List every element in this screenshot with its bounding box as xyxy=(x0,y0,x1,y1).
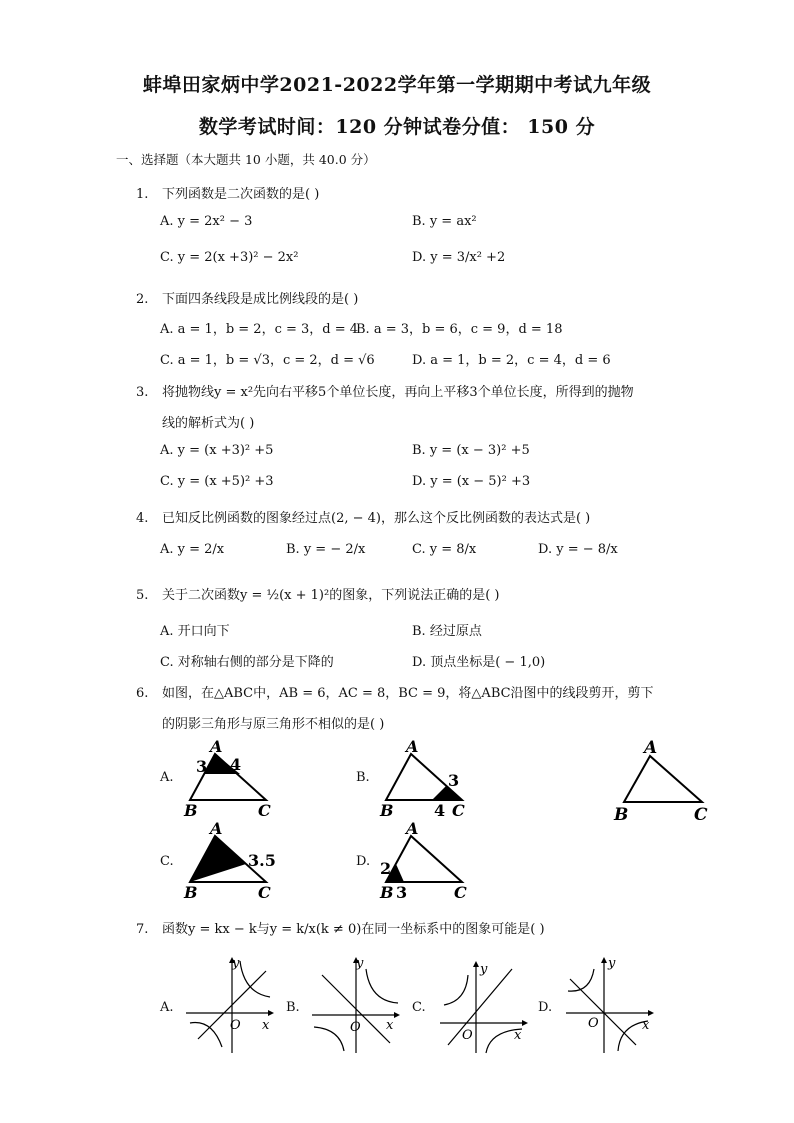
base-label-4: 4 xyxy=(434,801,446,820)
q6-reference-triangle xyxy=(610,736,720,828)
q2-option-b[interactable]: B. a = 3，b = 6，c = 9，d = 18 xyxy=(356,322,563,337)
q3-option-d[interactable]: D. y = (x − 5)² +3 xyxy=(412,474,531,489)
q6-figure-d xyxy=(376,822,476,904)
q1-option-b[interactable]: B. y = ax² xyxy=(412,214,477,229)
question-3-line-2: 线的解析式为( ) xyxy=(162,416,255,431)
title-line-1: 蚌埠田家炳中学2021-2022学年第一学期期中考试九年级 xyxy=(142,74,652,96)
origin-label: O xyxy=(462,1028,473,1043)
title-line-2: 数学考试时间：120 分钟试卷分值： 150 分 xyxy=(198,116,596,138)
vertex-b-label: B xyxy=(380,801,394,820)
question-1 xyxy=(136,183,319,202)
vertex-b-label: B xyxy=(184,801,198,820)
base-label-3: 3 xyxy=(396,883,408,902)
q5-option-b[interactable]: B. 经过原点 xyxy=(412,624,482,639)
q4-option-c[interactable]: C. y = 8/x xyxy=(412,542,477,557)
vertex-c-label: C xyxy=(452,801,465,820)
vertex-c-label: C xyxy=(454,883,467,902)
question-number: 2. xyxy=(136,292,149,307)
q7-graph-d xyxy=(564,955,656,1055)
x-axis-label: x xyxy=(642,1018,650,1033)
q7-graph-a xyxy=(184,955,276,1055)
question-number: 4. xyxy=(136,511,149,526)
question-text: 已知反比例函数的图象经过点(2, − 4)，那么这个反比例函数的表达式是( ) xyxy=(162,511,591,526)
q6-figure-b xyxy=(376,740,476,820)
side-label-3: 3 xyxy=(448,771,460,790)
question-6-line-2: 的阴影三角形与原三角形不相似的是( ) xyxy=(162,717,385,732)
q4-option-a[interactable]: A. y = 2/x xyxy=(160,542,225,557)
vertex-a-label: A xyxy=(210,740,223,756)
vertex-a-label: A xyxy=(210,822,223,838)
q7-option-c[interactable]: C. xyxy=(412,1000,426,1015)
vertex-a-label: A xyxy=(406,822,419,838)
q6-figure-a xyxy=(180,740,280,820)
x-axis-label: x xyxy=(514,1028,522,1043)
question-text: 将抛物线y = x²先向右平移5个单位长度，再向上平移3个单位长度，所得到的抛物 xyxy=(162,385,634,400)
q2-option-a[interactable]: A. a = 1，b = 2，c = 3，d = 4 xyxy=(160,322,359,337)
origin-label: O xyxy=(230,1018,241,1033)
q5-option-c[interactable]: C. 对称轴右侧的部分是下降的 xyxy=(160,655,334,670)
q7-graph-c xyxy=(438,955,530,1055)
q7-option-b[interactable]: B. xyxy=(286,1000,300,1015)
question-number: 6. xyxy=(136,686,149,701)
vertex-b-label: B xyxy=(380,883,394,902)
question-text: 关于二次函数y = ½(x + 1)²的图象，下列说法正确的是( ) xyxy=(162,588,500,603)
question-7 xyxy=(136,918,545,937)
question-number: 7. xyxy=(136,922,149,937)
x-axis-label: x xyxy=(262,1018,270,1033)
vertex-b-label: B xyxy=(614,805,629,825)
q3-option-a[interactable]: A. y = (x +3)² +5 xyxy=(160,443,274,458)
side-label-2: 2 xyxy=(380,859,392,878)
y-axis-label: y xyxy=(480,962,488,977)
question-number: 1. xyxy=(136,187,149,202)
y-axis-label: y xyxy=(232,956,240,971)
q7-option-d[interactable]: D. xyxy=(538,1000,553,1015)
q1-option-d[interactable]: D. y = 3/x² +2 xyxy=(412,250,506,265)
question-4 xyxy=(136,507,590,526)
q2-option-c[interactable]: C. a = 1，b = √3，c = 2，d = √6 xyxy=(160,353,375,368)
q5-option-d[interactable]: D. 顶点坐标是( − 1,0) xyxy=(412,655,546,670)
question-2 xyxy=(136,288,358,307)
q6-figure-c xyxy=(180,822,290,904)
origin-label: O xyxy=(350,1020,361,1035)
q1-option-a[interactable]: A. y = 2x² − 3 xyxy=(160,214,253,229)
question-text: 函数y = kx − k与y = k/x(k ≠ 0)在同一坐标系中的图象可能是( ) xyxy=(162,922,545,937)
question-text: 下列函数是二次函数的是( ) xyxy=(162,187,320,202)
question-3 xyxy=(136,381,634,400)
question-text: 下面四条线段是成比例线段的是( ) xyxy=(162,292,359,307)
q4-option-b[interactable]: B. y = − 2/x xyxy=(286,542,366,557)
q4-option-d[interactable]: D. y = − 8/x xyxy=(538,542,618,557)
q7-option-a[interactable]: A. xyxy=(160,1000,174,1015)
x-axis-label: x xyxy=(386,1018,394,1033)
vertex-a-label: A xyxy=(644,738,658,758)
y-axis-label: y xyxy=(608,956,616,971)
q7-graph-b xyxy=(310,955,402,1055)
vertex-c-label: C xyxy=(694,805,708,825)
q6-option-b[interactable]: B. xyxy=(356,770,370,785)
q3-option-b[interactable]: B. y = (x − 3)² +5 xyxy=(412,443,530,458)
question-number: 5. xyxy=(136,588,149,603)
question-6 xyxy=(136,682,654,701)
q6-option-d[interactable]: D. xyxy=(356,854,371,869)
vertex-a-label: A xyxy=(406,740,419,756)
q3-option-c[interactable]: C. y = (x +5)² +3 xyxy=(160,474,274,489)
q2-option-d[interactable]: D. a = 1，b = 2，c = 4，d = 6 xyxy=(412,353,611,368)
q1-option-c[interactable]: C. y = 2(x +3)² − 2x² xyxy=(160,250,299,265)
q5-option-a[interactable]: A. 开口向下 xyxy=(160,624,230,639)
origin-label: O xyxy=(588,1016,599,1031)
y-axis-label: y xyxy=(356,956,364,971)
question-number: 3. xyxy=(136,385,149,400)
side-label-3: 3 xyxy=(196,757,208,776)
question-5 xyxy=(136,584,500,603)
q6-option-a[interactable]: A. xyxy=(160,770,174,785)
vertex-c-label: C xyxy=(258,883,271,902)
side-label-3-5: 3.5 xyxy=(248,851,276,870)
section-heading: 一、选择题（本大题共 10 小题，共 40.0 分） xyxy=(116,152,376,167)
vertex-c-label: C xyxy=(258,801,271,820)
vertex-b-label: B xyxy=(184,883,198,902)
q6-option-c[interactable]: C. xyxy=(160,854,174,869)
question-text: 如图，在△ABC中，AB = 6，AC = 8，BC = 9，将△ABC沿图中的线段剪开，剪下 xyxy=(162,686,654,701)
side-label-4: 4 xyxy=(230,755,242,774)
